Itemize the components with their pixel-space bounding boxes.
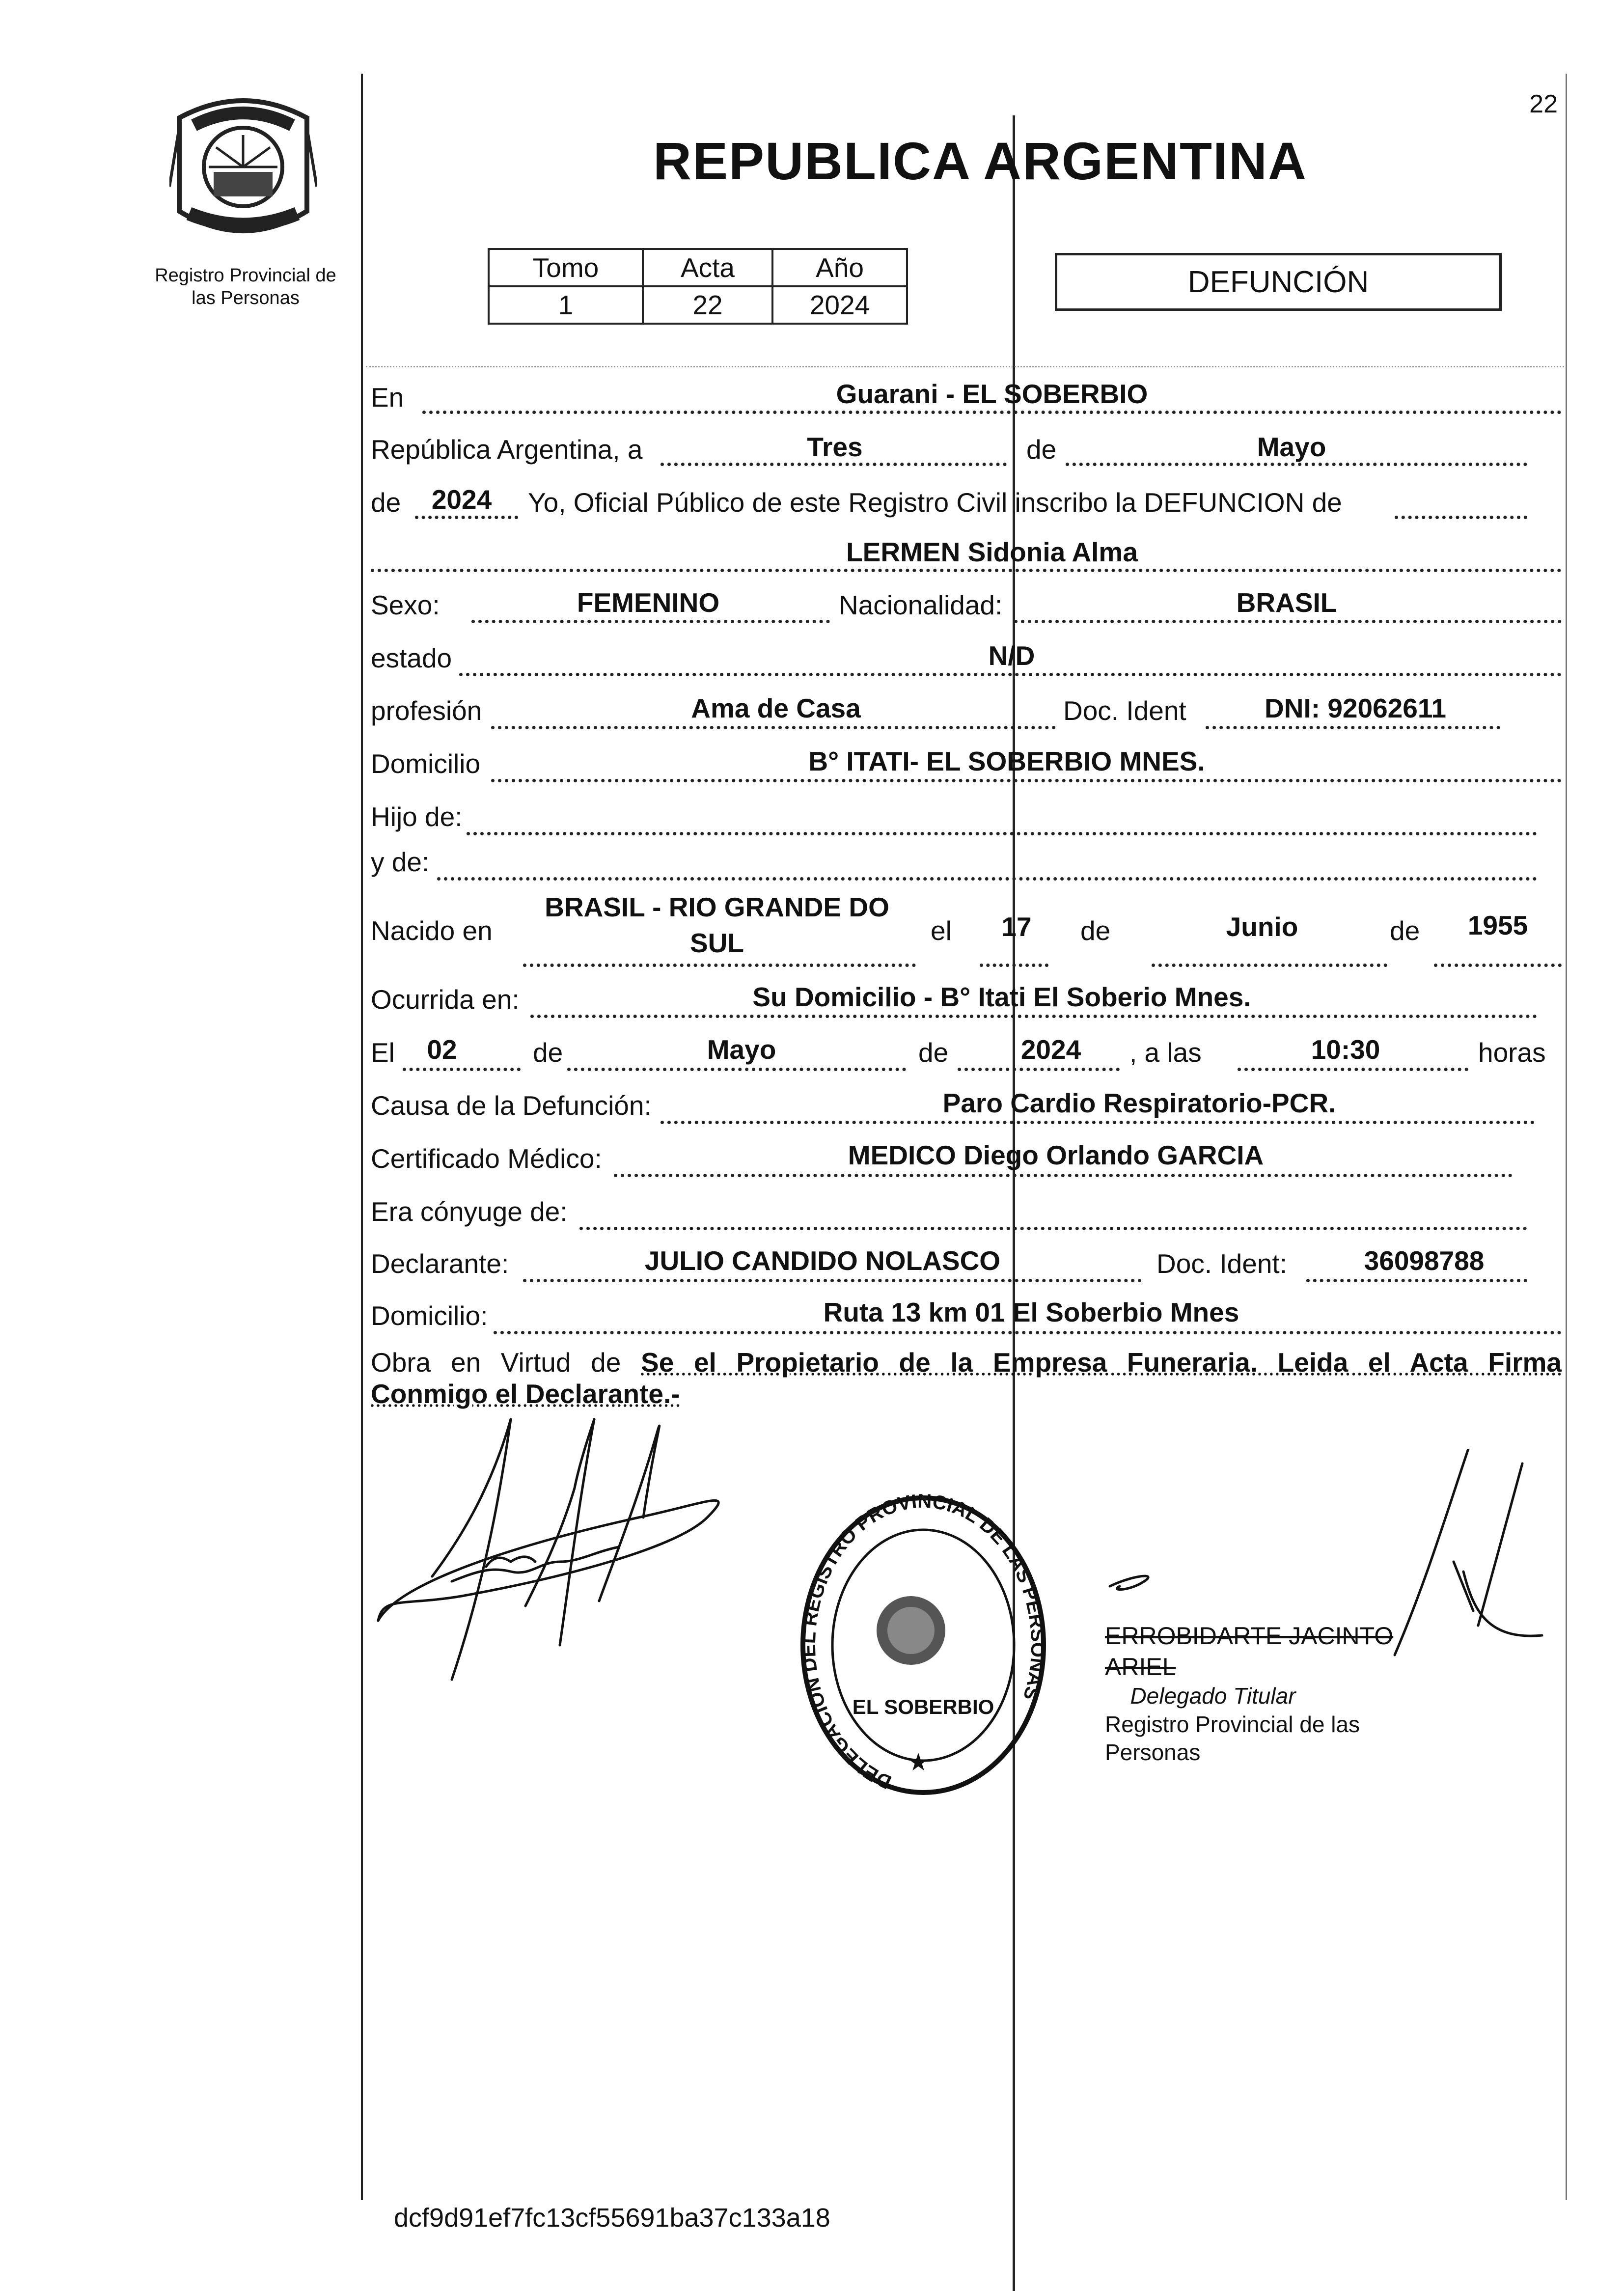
sexo-line bbox=[471, 620, 830, 623]
nacionalidad-value: BRASIL bbox=[1236, 587, 1337, 618]
day-line bbox=[661, 463, 1007, 466]
estado-value: N/D bbox=[988, 640, 1035, 671]
yde-label: y de: bbox=[371, 847, 430, 877]
acta-value: 22 bbox=[643, 286, 772, 324]
anio-value: 2024 bbox=[772, 286, 907, 324]
profesion-line bbox=[491, 726, 1056, 729]
svg-text:★: ★ bbox=[907, 1748, 930, 1776]
registry-stamp bbox=[796, 1488, 1051, 1802]
profesion-label: profesión bbox=[371, 695, 482, 726]
death-time-line bbox=[1238, 1068, 1468, 1071]
death-de2-label: de bbox=[918, 1037, 949, 1068]
domicilio-value: B° ITATI- EL SOBERBIO MNES. bbox=[808, 746, 1205, 776]
death-de-label: de bbox=[533, 1037, 563, 1068]
year-line bbox=[415, 516, 518, 519]
birth-de2-label: de bbox=[1390, 915, 1420, 946]
ocurrida-value: Su Domicilio - B° Itati El Soberio Mnes. bbox=[752, 982, 1251, 1012]
profesion-value: Ama de Casa bbox=[691, 693, 861, 723]
record-type-label: DEFUNCIÓN bbox=[1187, 265, 1369, 299]
month-line bbox=[1066, 463, 1527, 466]
nacionalidad-label: Nacionalidad: bbox=[839, 590, 1003, 620]
certificado-value: MEDICO Diego Orlando GARCIA bbox=[848, 1140, 1264, 1170]
ocurrida-line bbox=[530, 1015, 1537, 1018]
stamp-ring-text: DELEGACION DEL REGISTRO PROVINCIAL DE LAS PERSONAS bbox=[798, 1490, 1049, 1794]
alas-label: , a las bbox=[1129, 1037, 1202, 1068]
yo-line bbox=[1395, 516, 1527, 519]
doc-line bbox=[1206, 726, 1500, 729]
declarante-value: JULIO CANDIDO NOLASCO bbox=[644, 1245, 1001, 1276]
tomo-header: Tomo bbox=[489, 249, 643, 286]
birth-month: Junio bbox=[1226, 911, 1298, 942]
declarante-label: Declarante: bbox=[371, 1248, 509, 1279]
day-value: Tres bbox=[807, 432, 863, 462]
domicilio2-value: Ruta 13 km 01 El Soberbio Mnes bbox=[823, 1297, 1239, 1327]
birth-day: 17 bbox=[1001, 911, 1032, 942]
declarant-signature bbox=[363, 1390, 805, 1694]
official-name: ERROBIDARTE JACINTO ARIEL bbox=[1105, 1622, 1394, 1681]
month-value: Mayo bbox=[1257, 432, 1326, 462]
doc2-label: Doc. Ident: bbox=[1156, 1248, 1287, 1279]
birth-month-line bbox=[1152, 964, 1387, 967]
domicilio2-line bbox=[494, 1331, 1562, 1334]
rep-label: República Argentina, a bbox=[371, 434, 643, 465]
yo-label: Yo, Oficial Público de este Registro Civil inscribo la DEFUNCION de bbox=[528, 487, 1342, 518]
nacido-value-line2: SUL bbox=[690, 928, 744, 958]
death-month-line bbox=[567, 1068, 906, 1071]
doc-label: Doc. Ident bbox=[1063, 695, 1186, 726]
form-top-rule bbox=[366, 366, 1564, 367]
domicilio2-label: Domicilio: bbox=[371, 1300, 488, 1331]
causa-line bbox=[661, 1121, 1535, 1124]
nacido-line bbox=[523, 964, 916, 967]
birth-year: 1955 bbox=[1467, 910, 1528, 940]
de-label: de bbox=[1026, 434, 1057, 465]
year-value: 2024 bbox=[431, 484, 492, 515]
org-line-2: las Personas bbox=[192, 288, 300, 309]
left-margin-rule bbox=[361, 74, 363, 2200]
tomo-value: 1 bbox=[489, 286, 643, 324]
death-month: Mayo bbox=[707, 1034, 776, 1065]
certificado-label: Certificado Médico: bbox=[371, 1143, 602, 1174]
doc2-value: 36098788 bbox=[1364, 1245, 1485, 1276]
death-time: 10:30 bbox=[1311, 1034, 1380, 1065]
certificado-line bbox=[614, 1174, 1513, 1177]
right-margin-rule bbox=[1566, 74, 1567, 2200]
conyuge-line bbox=[579, 1227, 1527, 1230]
registry-organization bbox=[142, 264, 349, 310]
official-office: Registro Provincial de las Personas bbox=[1105, 1711, 1360, 1765]
doc2-line bbox=[1306, 1279, 1527, 1282]
de2-label: de bbox=[371, 487, 401, 518]
death-year-line bbox=[958, 1068, 1120, 1071]
acta-header: Acta bbox=[643, 249, 772, 286]
en-value: Guarani - EL SOBERBIO bbox=[836, 379, 1148, 409]
horas-label: horas bbox=[1478, 1037, 1546, 1068]
causa-label: Causa de la Defunción: bbox=[371, 1090, 652, 1121]
nacionalidad-line bbox=[1014, 620, 1562, 623]
obra-value-cont: Conmigo el Declarante.- bbox=[371, 1378, 680, 1409]
official-role: Delegado Titular bbox=[1130, 1683, 1296, 1709]
birth-day-line bbox=[980, 964, 1048, 967]
document-hash: dcf9d91ef7fc13cf55691ba37c133a18 bbox=[394, 2203, 830, 2233]
yde-line bbox=[437, 877, 1537, 881]
record-table bbox=[488, 248, 908, 325]
fold-line bbox=[1013, 115, 1015, 2291]
declarante-line bbox=[523, 1279, 1142, 1282]
domicilio-line bbox=[491, 779, 1562, 782]
causa-value: Paro Cardio Respiratorio-PCR. bbox=[942, 1088, 1336, 1118]
nacido-value-line1: BRASIL - RIO GRANDE DO bbox=[545, 892, 889, 922]
ocurrida-label: Ocurrida en: bbox=[371, 984, 520, 1015]
nacido-label: Nacido en bbox=[371, 915, 493, 946]
birth-de-label: de bbox=[1080, 915, 1111, 946]
en-line bbox=[422, 411, 1562, 414]
obra-value: Se el Propietario de la Empresa Funeraria. Leida el Acta Firma bbox=[641, 1347, 1562, 1378]
doc-value: DNI: 92062611 bbox=[1265, 693, 1446, 723]
estado-line bbox=[459, 673, 1562, 676]
deceased-name: LERMEN Sidonia Alma bbox=[846, 537, 1138, 567]
el2-label: El bbox=[371, 1037, 395, 1068]
official-block bbox=[1105, 1621, 1449, 1767]
hijo-line bbox=[467, 832, 1537, 835]
sexo-value: FEMENINO bbox=[577, 587, 720, 618]
province-crest-logo bbox=[169, 88, 317, 246]
name-line bbox=[371, 569, 1562, 572]
page-number: 22 bbox=[1529, 90, 1558, 118]
death-day-line bbox=[403, 1068, 521, 1071]
anio-header: Año bbox=[772, 249, 907, 286]
record-type-box bbox=[1055, 253, 1502, 311]
conyuge-label: Era cónyuge de: bbox=[371, 1196, 568, 1227]
death-year: 2024 bbox=[1020, 1034, 1081, 1065]
stamp-inner-text: EL SOBERBIO bbox=[852, 1695, 994, 1718]
hijo-label: Hijo de: bbox=[371, 801, 463, 832]
org-line-1: Registro Provincial de bbox=[155, 265, 336, 286]
obra-label: Obra en Virtud de bbox=[371, 1347, 621, 1378]
death-day: 02 bbox=[427, 1034, 457, 1065]
sexo-label: Sexo: bbox=[371, 590, 440, 620]
birth-year-line bbox=[1434, 964, 1562, 967]
country-title: REPUBLICA ARGENTINA bbox=[653, 131, 1307, 191]
domicilio-label: Domicilio bbox=[371, 748, 481, 779]
estado-label: estado bbox=[371, 643, 452, 673]
el-label: el bbox=[931, 915, 952, 946]
en-label: En bbox=[371, 382, 404, 413]
